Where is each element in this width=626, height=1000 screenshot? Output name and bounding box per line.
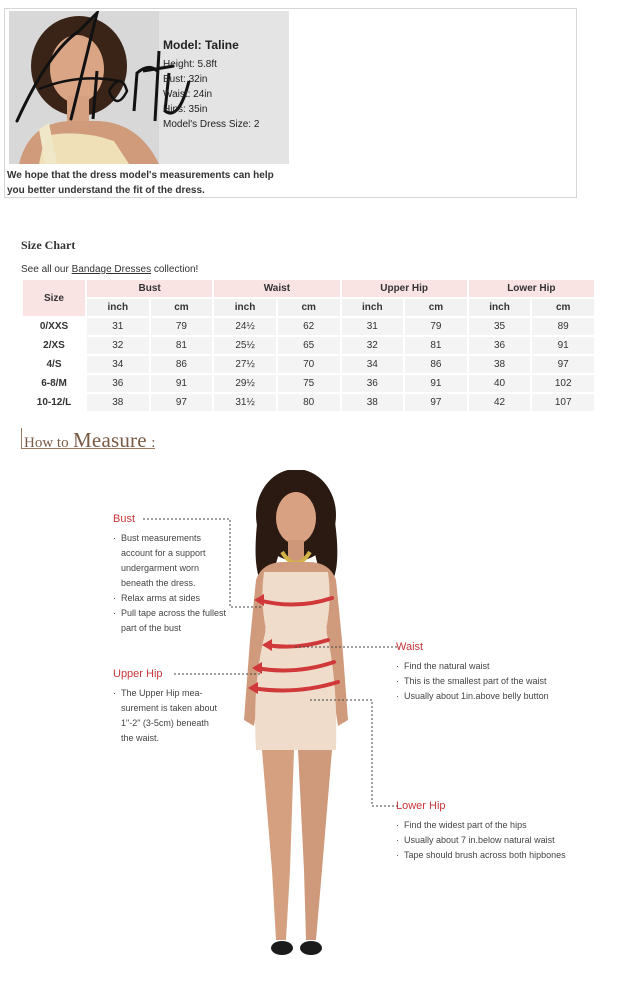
table-cell: 32 [87,337,149,354]
group-header-upper-hip: Upper Hip [342,280,467,297]
table-cell: 97 [405,394,467,411]
table-cell: 38 [469,356,531,373]
table-cell: 65 [278,337,340,354]
table-cell: 86 [151,356,213,373]
waist-title: Waist [396,641,424,653]
model-stat: Waist: 24in [163,89,213,100]
size-column-header: Size [23,280,85,316]
model-stat: Height: 5.8ft [163,59,217,70]
model-stat: Hips: 35in [163,104,208,115]
table-cell: 79 [151,318,213,335]
model-stat: Model's Dress Size: 2 [163,119,260,130]
table-cell: 36 [342,375,404,392]
table-cell: 35 [469,318,531,335]
unit-header: inch [342,299,404,316]
group-header-waist: Waist [214,280,339,297]
size-label: 4/S [23,356,85,373]
table-cell: 31½ [214,394,276,411]
table-cell: 91 [151,375,213,392]
unit-header: inch [214,299,276,316]
table-cell: 62 [278,318,340,335]
upper-hip-title: Upper Hip [113,668,163,680]
upper-hip-instructions [113,668,223,746]
table-cell: 97 [151,394,213,411]
table-cell: 86 [405,356,467,373]
model-name: Model: Taline [163,38,239,52]
table-cell: 79 [405,318,467,335]
list-item: · The Upper Hip mea-surement is taken about 1"-2" (3-5cm) beneath the waist. [113,686,223,746]
lower-hip-instructions [396,800,566,863]
table-cell: 102 [532,375,594,392]
table-cell: 70 [278,356,340,373]
model-note: We hope that the dress model's measurements can help you better understand the fit of the dress. [7,170,274,196]
list-item: · Find the natural waist [396,659,566,674]
size-label: 10-12/L [23,394,85,411]
how-to-measure-heading: How to Measure : [21,428,155,449]
table-cell: 34 [87,356,149,373]
table-cell: 75 [278,375,340,392]
list-item: · Find the widest part of the hips [396,818,566,833]
list-item: · Bust measurements account for a support undergarment worn beneath the dress. [113,531,233,591]
table-cell: 81 [151,337,213,354]
size-label: 0/XXS [23,318,85,335]
table-cell: 36 [469,337,531,354]
bust-instructions [113,513,233,636]
table-cell: 27½ [214,356,276,373]
unit-header: cm [532,299,594,316]
collection-line: See all our Bandage Dresses collection! [21,264,199,275]
table-cell: 91 [532,337,594,354]
group-header-lower-hip: Lower Hip [469,280,594,297]
table-cell: 32 [342,337,404,354]
table-cell: 40 [469,375,531,392]
unit-header: cm [278,299,340,316]
table-cell: 38 [87,394,149,411]
size-chart-title: Size Chart [21,238,76,252]
table-cell: 80 [278,394,340,411]
unit-header: cm [151,299,213,316]
unit-header: cm [405,299,467,316]
table-cell: 29½ [214,375,276,392]
list-item: · This is the smallest part of the waist [396,674,566,689]
group-header-bust: Bust [87,280,212,297]
table-cell: 31 [342,318,404,335]
list-item: · Usually about 7 in.below natural waist [396,833,566,848]
table-cell: 89 [532,318,594,335]
lower-hip-title: Lower Hip [396,800,446,812]
table-cell: 42 [469,394,531,411]
table-cell: 31 [87,318,149,335]
table-cell: 81 [405,337,467,354]
unit-header: inch [469,299,531,316]
table-cell: 91 [405,375,467,392]
size-label: 2/XS [23,337,85,354]
table-cell: 24½ [214,318,276,335]
table-cell: 25½ [214,337,276,354]
size-label: 6-8/M [23,375,85,392]
list-item: · Relax arms at sides [113,591,233,606]
unit-header: inch [87,299,149,316]
bust-title: Bust [113,513,136,525]
table-cell: 107 [532,394,594,411]
bandage-dresses-link[interactable]: Bandage Dresses [71,264,152,275]
table-cell: 36 [87,375,149,392]
list-item: · Tape should brush across both hipbones [396,848,566,863]
list-item: · Usually about 1in.above belly button [396,689,566,704]
list-item: · Pull tape across the fullest part of the bust [113,606,233,636]
table-cell: 34 [342,356,404,373]
table-cell: 97 [532,356,594,373]
waist-instructions [396,641,566,704]
table-cell: 38 [342,394,404,411]
model-stat: Bust: 32in [163,74,208,85]
